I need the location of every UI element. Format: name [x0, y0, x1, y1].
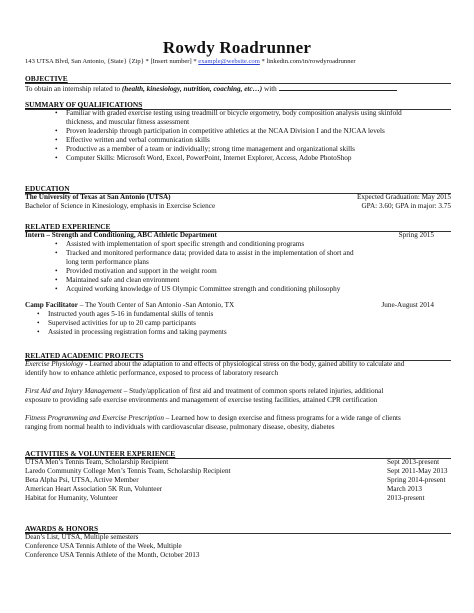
table-row: Habitat for Humanity, Volunteer 2013-present	[25, 494, 425, 502]
graduation-date: Expected Graduation: May 2015	[356, 193, 451, 201]
section-divider	[25, 193, 451, 194]
gpa-text: GPA: 3.60; GPA in major: 3.75	[361, 202, 451, 210]
project-1: Exercise Physiology - Learned about the adaptation to and effects of physiological stress on the body, gained ability to calculate and identify how to enhance athletic performance, exposed to process of laboratory research	[25, 360, 405, 377]
education-title: EDUCATION	[25, 184, 70, 193]
section-divider	[25, 231, 451, 232]
objective-suffix: with	[262, 85, 279, 93]
job2-date: June-August 2014	[381, 301, 434, 309]
objective-blank	[279, 83, 397, 91]
list-item: • Assisted in processing registration forms and taking payments	[37, 328, 227, 336]
section-divider	[25, 458, 451, 459]
table-row: UTSA Men’s Tennis Team, Scholarship Recipient Sept 2013-present	[25, 458, 440, 466]
list-item: • Instructed youth ages 5-16 in fundamental skills of tennis	[37, 310, 214, 318]
section-divider	[25, 109, 451, 110]
objective-section	[25, 74, 451, 94]
list-item: Conference USA Tennis Athlete of the Week, Multiple	[25, 542, 182, 550]
job1-date: Spring 2015	[398, 231, 434, 239]
list-item: Dean’s List, UTSA, Multiple semesters	[25, 533, 139, 541]
email-link[interactable]: example@website.com	[198, 58, 260, 65]
list-item: thickness, and muscular fitness assessment	[66, 118, 190, 126]
address-text: 143 UTSA Blvd, San Antonio, {State} {Zip} * [Insert number] *	[25, 58, 199, 65]
list-item: long term performance plans	[66, 258, 149, 266]
section-divider	[25, 360, 451, 361]
list-item: • Assisted with implementation of sport specific strength and conditioning programs	[55, 240, 305, 248]
list-item: • Acquired working knowledge of US Olympic Committee strength and conditioning philosophy	[55, 285, 341, 293]
list-item: • Supervised activities for up to 20 camp participants	[37, 319, 196, 327]
experience-section	[25, 222, 451, 337]
table-row: Beta Alpha Psi, UTSA, Active Member Spring 2014-present	[25, 476, 446, 484]
objective-text	[25, 83, 451, 94]
project-2: First Aid and Injury Management – Study/application of first aid and treatment of common sports related injuries, additional exposure to providing safe exercise environments and management of exercise testing facilities, attained CPR certification	[25, 387, 384, 404]
section-divider	[25, 83, 451, 84]
table-row: Laredo Community College Men’s Tennis Team, Scholarship Recipient Sept 2011-May 2013	[25, 467, 448, 475]
objective-title: OBJECTIVE	[25, 74, 68, 83]
projects-title: RELATED ACADEMIC PROJECTS	[25, 351, 144, 360]
list-item: • Provided motivation and support in the weight room	[55, 267, 217, 275]
project-3: Fitness Programming and Exercise Prescription – Learned how to design exercise and fitness programs for a wide range of clients ranging from normal health to individuals with cardiovascular disease, pulmonary disease, obesity, diabetes	[25, 414, 401, 431]
education-row-2	[25, 202, 451, 211]
awards-section	[25, 524, 451, 560]
activities-title: ACTIVITIES & VOLUNTEER EXPERIENCE	[25, 449, 176, 458]
list-item: Conference USA Tennis Athlete of the Month, October 2013	[25, 551, 200, 559]
linkedin-text: * linkedin.com/in/rowdyroadrunner	[259, 58, 356, 65]
objective-prefix: To obtain an internship related to	[25, 85, 122, 93]
list-item: • Familiar with graded exercise testing using treadmill or bicycle ergometry, body composition analysis using skinfold	[55, 109, 402, 117]
contact-line	[25, 58, 356, 65]
job2-heading: Camp Facilitator – The Youth Center of San Antonio -San Antonio, TX	[25, 301, 235, 309]
job2-header	[25, 301, 451, 310]
list-item: • Productive as a member of a team or individually; strong time management and organizational skills	[55, 145, 355, 153]
qualifications-title: SUMMARY OF QUALIFICATIONS	[25, 100, 143, 109]
job1-list	[25, 240, 451, 294]
resume-name: Rowdy Roadrunner	[162, 38, 312, 57]
list-item: • Effective written and verbal communication skills	[55, 136, 210, 144]
awards-title: AWARDS & HONORS	[25, 524, 99, 533]
school-name: The University of Texas at San Antonio (UTSA)	[25, 193, 171, 201]
section-divider	[25, 533, 451, 534]
qualifications-list	[25, 109, 451, 163]
education-row-1	[25, 193, 451, 202]
list-item: • Proven leadership through participation in competitive athletics at the NCAA Division I and the NJCAA levels	[55, 127, 385, 135]
objective-fields: (health, kinesiology, nutrition, coaching, etc…)	[121, 85, 263, 93]
projects-section	[25, 351, 451, 432]
table-row: American Heart Association 5K Run, Volunteer March 2013	[25, 485, 422, 493]
education-section	[25, 184, 451, 211]
job2-list	[25, 310, 451, 337]
degree-text: Bachelor of Science in Kinesiology, emphasis in Exercise Science	[25, 202, 216, 210]
list-item: • Maintained safe and clean environment	[55, 276, 180, 284]
experience-title: RELATED EXPERIENCE	[25, 222, 111, 231]
job1-title: Intern – Strength and Conditioning, ABC Athletic Department	[25, 231, 217, 239]
job1-header	[25, 231, 451, 240]
list-item: • Tracked and monitored performance data; provided data to assist in the implementation of short and	[55, 249, 354, 257]
list-item: • Computer Skills: Microsoft Word, Excel, PowerPoint, Internet Explorer, Access, Adobe PhotoShop	[55, 154, 352, 162]
